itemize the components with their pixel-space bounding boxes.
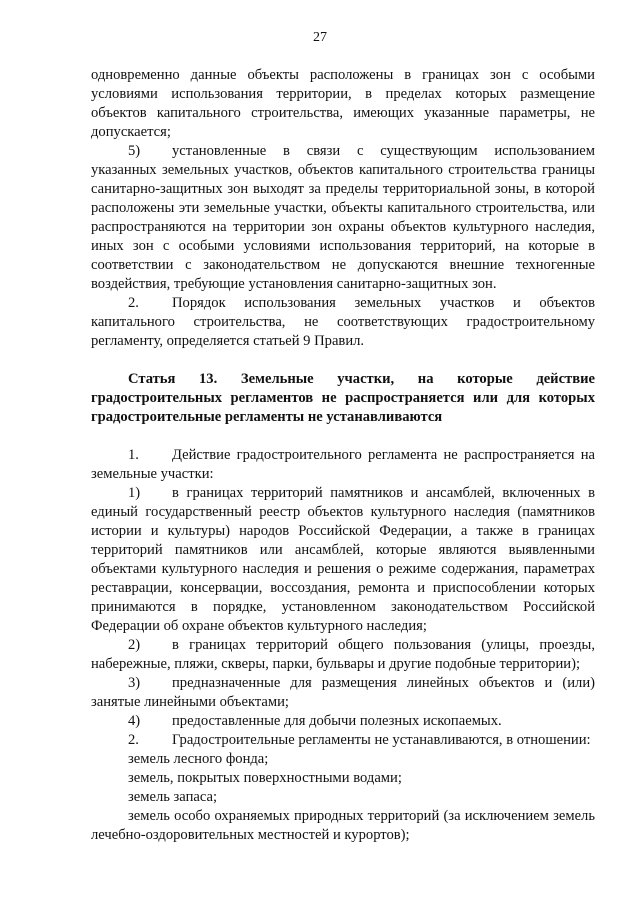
paragraph: 2. Порядок использования земельных участков и объектов капитального строительства, не соответствующих градостроительному регламенту, определяется статьей 9 Правил. — [91, 295, 595, 349]
list-line: земель особо охраняемых природных территорий (за исключением земель лечебно-оздоровительных местностей и курортов); — [91, 808, 595, 843]
list-item: 2. Градостроительные регламенты не устанавливаются, в отношении: — [128, 732, 591, 748]
list-item: 1) в границах территорий памятников и ансамблей, включенных в единый государственный реестр объектов культурного наследия (памятников истории и культуры) народов Российской Федерации, а также в границах территорий памятников или ансамблей, которые являются выявленными объектами культурного наследия и решения о режиме содержания, параметрах реставрации, консервации, воссоздания, ремонта и приспособлении которых принимаются в порядке, установленном законодательством Российской Федерации об охране объектов культурного наследия; — [91, 485, 595, 634]
page-number: 27 — [313, 30, 327, 45]
list-item: 1. Действие градостроительного регламента не распространяется на земельные участки: — [91, 447, 595, 482]
list-line: земель, покрытых поверхностными водами; — [128, 770, 402, 786]
list-item: 2) в границах территорий общего пользования (улицы, проезды, набережные, пляжи, скверы, парки, бульвары и другие подобные территории); — [91, 637, 595, 672]
list-line: земель запаса; — [128, 789, 218, 805]
paragraph: 5) установленные в связи с существующим использованием указанных земельных участков, объектов капитального строительства границы санитарно-защитных зон выходят за пределы территориальной зоны, в которой расположены эти земельные участки, объекты капитального строительства, или распространяются на территории зон охраны объектов культурного наследия, иных зон с особыми условиями использования территорий, на которые в соответствии с законодательством не допускаются внешние техногенные воздействия, требующие установления санитарно-защитных зон. — [91, 143, 595, 292]
document-body — [91, 66, 595, 845]
list-line: земель лесного фонда; — [128, 751, 269, 767]
article-heading: Статья 13. Земельные участки, на которые действие градостроительных регламентов не распространяется или для которых градостроительные регламенты не устанавливаются — [91, 371, 595, 425]
paragraph: одновременно данные объекты расположены в границах зон с особыми условиями использования территории, в пределах которых размещение объектов капитального строительства, имеющих указанные параметры, не допускается; — [91, 67, 595, 140]
list-item: 4) предоставленные для добычи полезных ископаемых. — [128, 713, 502, 729]
list-item: 3) предназначенные для размещения линейных объектов и (или) занятые линейными объектами; — [91, 675, 595, 710]
